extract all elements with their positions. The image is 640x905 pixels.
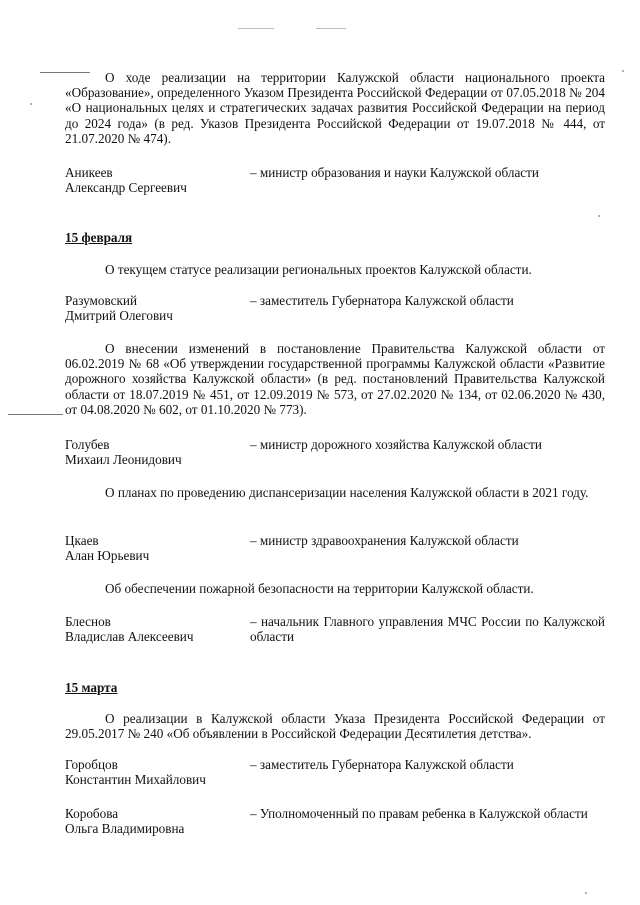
- scan-artifact-dot: [30, 103, 32, 105]
- agenda-item-fire-safety: Об обеспечении пожарной безопасности на территории Калужской области.: [105, 581, 534, 596]
- scan-artifact-dot: [598, 215, 600, 217]
- date-heading-mar: 15 марта: [65, 680, 118, 695]
- speaker-role: – министр дорожного хозяйства Калужской области: [250, 437, 542, 452]
- scan-artifact-line: [316, 28, 346, 29]
- speaker-surname: Горобцов: [65, 757, 118, 772]
- speaker-role: – заместитель Губернатора Калужской области: [250, 293, 514, 308]
- scan-artifact-dot: [622, 70, 624, 72]
- speaker-surname: Голубев: [65, 437, 110, 452]
- speaker-name: [65, 165, 240, 195]
- speaker-surname: Разумовский: [65, 293, 138, 308]
- speaker-given-name: Дмитрий Олегович: [65, 308, 173, 324]
- speaker-role: – министр здравоохранения Калужской области: [250, 533, 519, 548]
- agenda-item-regional-projects: О текущем статусе реализации региональных проектов Калужской области.: [105, 262, 532, 277]
- speaker-given-name: Михаил Леонидович: [65, 452, 182, 468]
- agenda-item-medical-exam: О планах по проведению диспансеризации населения Калужской области в 2021 году.: [105, 485, 589, 500]
- speaker-role: – заместитель Губернатора Калужской области: [250, 757, 514, 772]
- speaker-role: – Уполномоченный по правам ребенка в Калужской области: [250, 806, 588, 821]
- speaker-surname: Аникеев: [65, 165, 113, 180]
- speaker-given-name: Владислав Алексеевич: [65, 629, 194, 645]
- agenda-item-road-program: О внесении изменений в постановление Правительства Калужской области от 06.02.2019 № 68 «Об утверждении государственной программы Калужской области «Развитие дорожного хозяйства Калужской области» (в ред. постановлений Правительства Калужской области от 18.07.2019 № 451, от 12.09.2019 № 573, от 27.02.2020 № 134, от 02.06.2020 № 430, от 04.08.2020 № 602, от 01.10.2020 № 773).: [65, 341, 605, 417]
- speaker-given-name: Константин Михайлович: [65, 772, 206, 788]
- date-heading-feb: 15 февраля: [65, 230, 133, 245]
- speaker-surname: Коробова: [65, 806, 119, 821]
- speaker-name: [65, 533, 240, 563]
- speaker-name: [65, 437, 240, 467]
- speaker-given-name: Ольга Владимировна: [65, 821, 185, 837]
- agenda-item-national-project-education: О ходе реализации на территории Калужской области национального проекта «Образование», определенного Указом Президента Российской Федерации от 07.05.2018 № 204 «О национальных целях и стратегических задачах развития Российской Федерации на период до 2024 года» (в ред. Указов Президента Российской Федерации от 19.07.2018 № 444, от 21.07.2020 № 474).: [65, 70, 605, 146]
- speaker-surname: Блеснов: [65, 614, 111, 629]
- speaker-surname: Цкаев: [65, 533, 99, 548]
- speaker-given-name: Алан Юрьевич: [65, 548, 150, 564]
- speaker-name: [65, 293, 240, 323]
- speaker-name: [65, 757, 240, 787]
- scan-artifact-line: [8, 414, 63, 415]
- speaker-name: [65, 614, 240, 644]
- speaker-name: [65, 806, 240, 836]
- agenda-item-childhood-decade: О реализации в Калужской области Указа Президента Российской Федерации от 29.05.2017 № 240 «Об объявлении в Российской Федерации Десятилетия детства».: [65, 711, 605, 742]
- speaker-given-name: Александр Сергеевич: [65, 180, 187, 196]
- speaker-role: – министр образования и науки Калужской области: [250, 165, 539, 180]
- speaker-role: – начальник Главного управления МЧС России по Калужской области: [250, 614, 605, 645]
- scan-artifact-dot: [585, 892, 587, 894]
- scan-artifact-line: [238, 28, 274, 29]
